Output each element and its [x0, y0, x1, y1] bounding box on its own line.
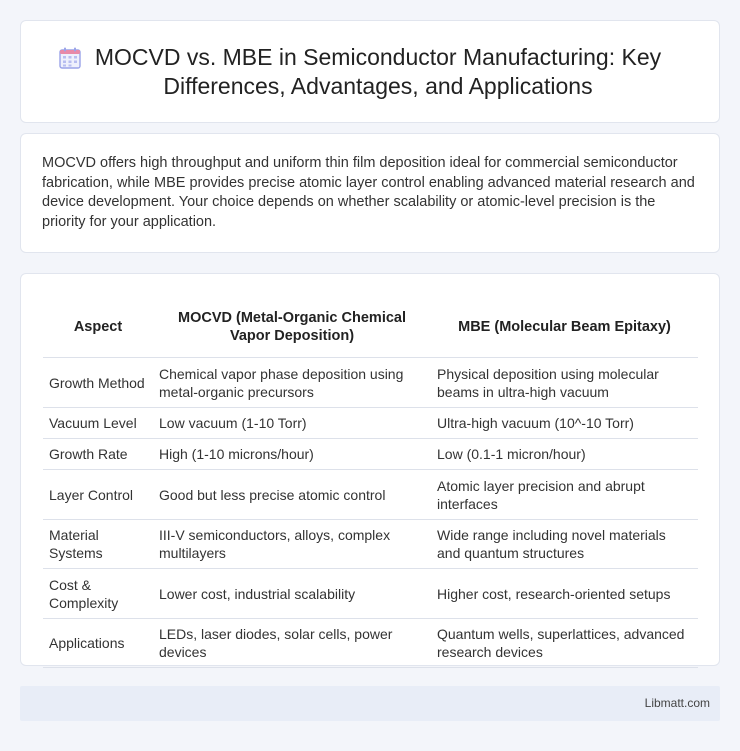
- footer-brand-link[interactable]: Libmatt.com: [644, 696, 710, 710]
- table-row: [43, 408, 698, 439]
- intro-card: [20, 133, 720, 253]
- cell-mocvd: Chemical vapor phase deposition using metal-organic precursors: [153, 358, 431, 408]
- table-row: [43, 439, 698, 470]
- header-mbe: MBE (Molecular Beam Epitaxy): [431, 296, 698, 358]
- title-wrap: [21, 21, 719, 122]
- cell-aspect: Layer Control: [43, 470, 153, 520]
- cell-mocvd: High (1-10 microns/hour): [153, 439, 431, 470]
- intro-paragraph: MOCVD offers high throughput and uniform thin film deposition ideal for commercial semiconductor fabrication, while MBE provides precise atomic layer control enabling advanced material research and device development. Your choice depends on whether scalability or atomic-level precision is the priority for your application.: [42, 155, 695, 230]
- table-row: [43, 358, 698, 408]
- comparison-table: [43, 296, 698, 668]
- cell-aspect: Vacuum Level: [43, 408, 153, 439]
- cell-mbe: Wide range including novel materials and quantum structures: [431, 520, 698, 569]
- page-title: MOCVD vs. MBE in Semiconductor Manufacturing: Key Differences, Advantages, and Applications: [94, 43, 662, 99]
- cell-aspect: Cost & Complexity: [43, 569, 153, 619]
- cell-mbe: Low (0.1-1 micron/hour): [431, 439, 698, 470]
- cell-aspect: Growth Rate: [43, 439, 153, 470]
- table-header-row: [43, 296, 698, 358]
- cell-mbe: Atomic layer precision and abrupt interfaces: [431, 470, 698, 520]
- cell-mbe: Higher cost, research-oriented setups: [431, 569, 698, 619]
- cell-aspect: Material Systems: [43, 520, 153, 569]
- header-mocvd: MOCVD (Metal-Organic Chemical Vapor Deposition): [153, 296, 431, 358]
- cell-mocvd: III-V semiconductors, alloys, complex multilayers: [153, 520, 431, 569]
- table-row: [43, 619, 698, 668]
- table-row: [43, 520, 698, 569]
- footer-bar: [20, 686, 720, 721]
- title-card: [20, 20, 720, 123]
- header-aspect: Aspect: [43, 296, 153, 358]
- cell-mbe: Quantum wells, superlattices, advanced research devices: [431, 619, 698, 668]
- cell-mbe: Ultra-high vacuum (10^-10 Torr): [431, 408, 698, 439]
- cell-aspect: Growth Method: [43, 358, 153, 408]
- cell-aspect: Applications: [43, 619, 153, 668]
- comparison-table-card: [20, 273, 720, 666]
- table-row: [43, 569, 698, 619]
- cell-mbe: Physical deposition using molecular beams in ultra-high vacuum: [431, 358, 698, 408]
- table-row: [43, 470, 698, 520]
- cell-mocvd: Low vacuum (1-10 Torr): [153, 408, 431, 439]
- cell-mocvd: Lower cost, industrial scalability: [153, 569, 431, 619]
- cell-mocvd: Good but less precise atomic control: [153, 470, 431, 520]
- cell-mocvd: LEDs, laser diodes, solar cells, power devices: [153, 619, 431, 668]
